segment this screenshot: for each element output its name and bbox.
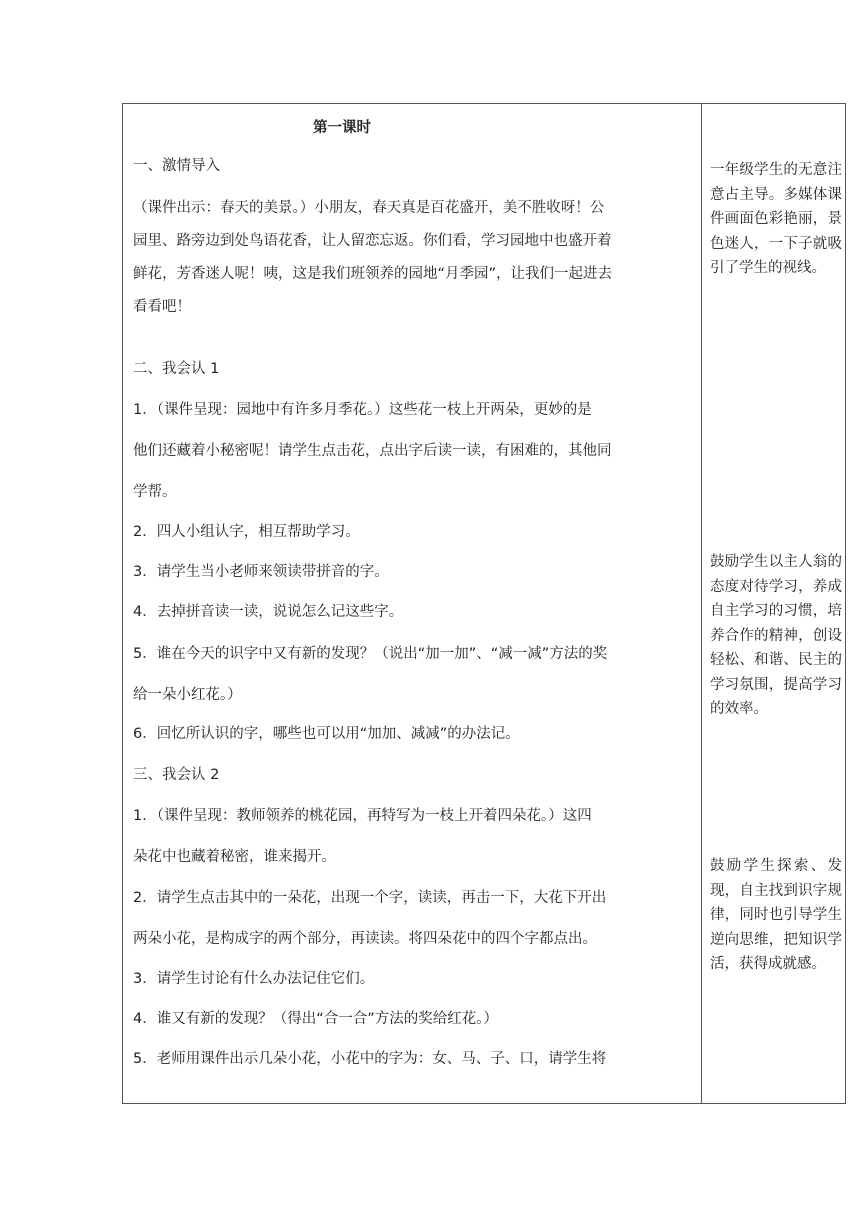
paragraph-line: 1．（课件呈现：教师领养的桃花园，再特写为一枝上开着四朵花。）这四 [133,808,592,824]
paragraph-line: （课件出示：春天的美景。）小朋友，春天真是百花盛开，美不胜收呀！公 [133,200,605,216]
paragraph-line: 5．谁在今天的识字中又有新的发现？（说出“加一加”、“减一减”方法的奖 [133,646,608,662]
paragraph-line: 鲜花，芳香迷人呢！咦，这是我们班领养的园地“月季园”，让我们一起进去 [133,266,613,282]
lesson-title: 第一课时 [313,120,371,136]
paragraph-line: 2．四人小组认字，相互帮助学习。 [133,524,360,540]
paragraph-line: 学帮。 [133,484,177,500]
paragraph-line: 3．请学生讨论有什么办法记住它们。 [133,971,375,987]
paragraph-line: 给一朵小红花。） [133,687,242,703]
paragraph-line: 4．去掉拼音读一读，说说怎么记这些字。 [133,604,404,620]
paragraph-line: 两朵小花，是构成字的两个部分，再读读。将四朵花中的四个字都点出。 [133,931,597,947]
paragraph-line: 5．老师用课件出示几朵小花，小花中的字为：女、马、子、口，请学生将 [133,1051,607,1067]
paragraph-line: 3．请学生当小老师来领读带拼音的字。 [133,564,389,580]
design-note: 鼓励学生以主人翁的态度对待学习，养成自主学习的习惯，培养合作的精神，创设轻松、和谐、民主的学习氛围，提高学习的效率。 [710,554,842,717]
lesson-plan-table [122,103,846,1104]
paragraph-line: 1．（课件呈现：园地中有许多月季花。）这些花一枝上开两朵，更妙的是 [133,402,592,418]
design-note: 一年级学生的无意注意占主导。多媒体课件画面色彩艳丽，景色迷人，一下子就吸引了学生的视线。 [710,162,842,276]
design-notes-column [702,104,845,1103]
paragraph-line: 朵花中也藏着秘密，谁来揭开。 [133,849,336,865]
paragraph-line: 看看吧！ [133,299,191,315]
lesson-content-column [123,104,701,1103]
section-heading: 三、我会认 2 [133,767,220,783]
section-heading: 二、我会认 1 [133,361,220,377]
paragraph-line: 他们还藏着小秘密呢！请学生点击花，点出字后读一读，有困难的，其他同 [133,443,612,459]
paragraph-line: 园里、路旁边到处鸟语花香，让人留恋忘返。你们看，学习园地中也盛开着 [133,233,612,249]
paragraph-line: 4．谁又有新的发现？（得出“合一合”方法的奖给红花。） [133,1011,498,1027]
section-heading: 一、激情导入 [133,158,220,174]
design-note: 鼓励学生探索、发现，自主找到识字规律，同时也引导学生逆向思维，把知识学活，获得成就感。 [710,858,842,972]
paragraph-line: 2．请学生点击其中的一朵花，出现一个字，读读，再击一下，大花下开出 [133,890,607,906]
paragraph-line: 6．回忆所认识的字，哪些也可以用“加加、减减”的办法记。 [133,726,520,742]
